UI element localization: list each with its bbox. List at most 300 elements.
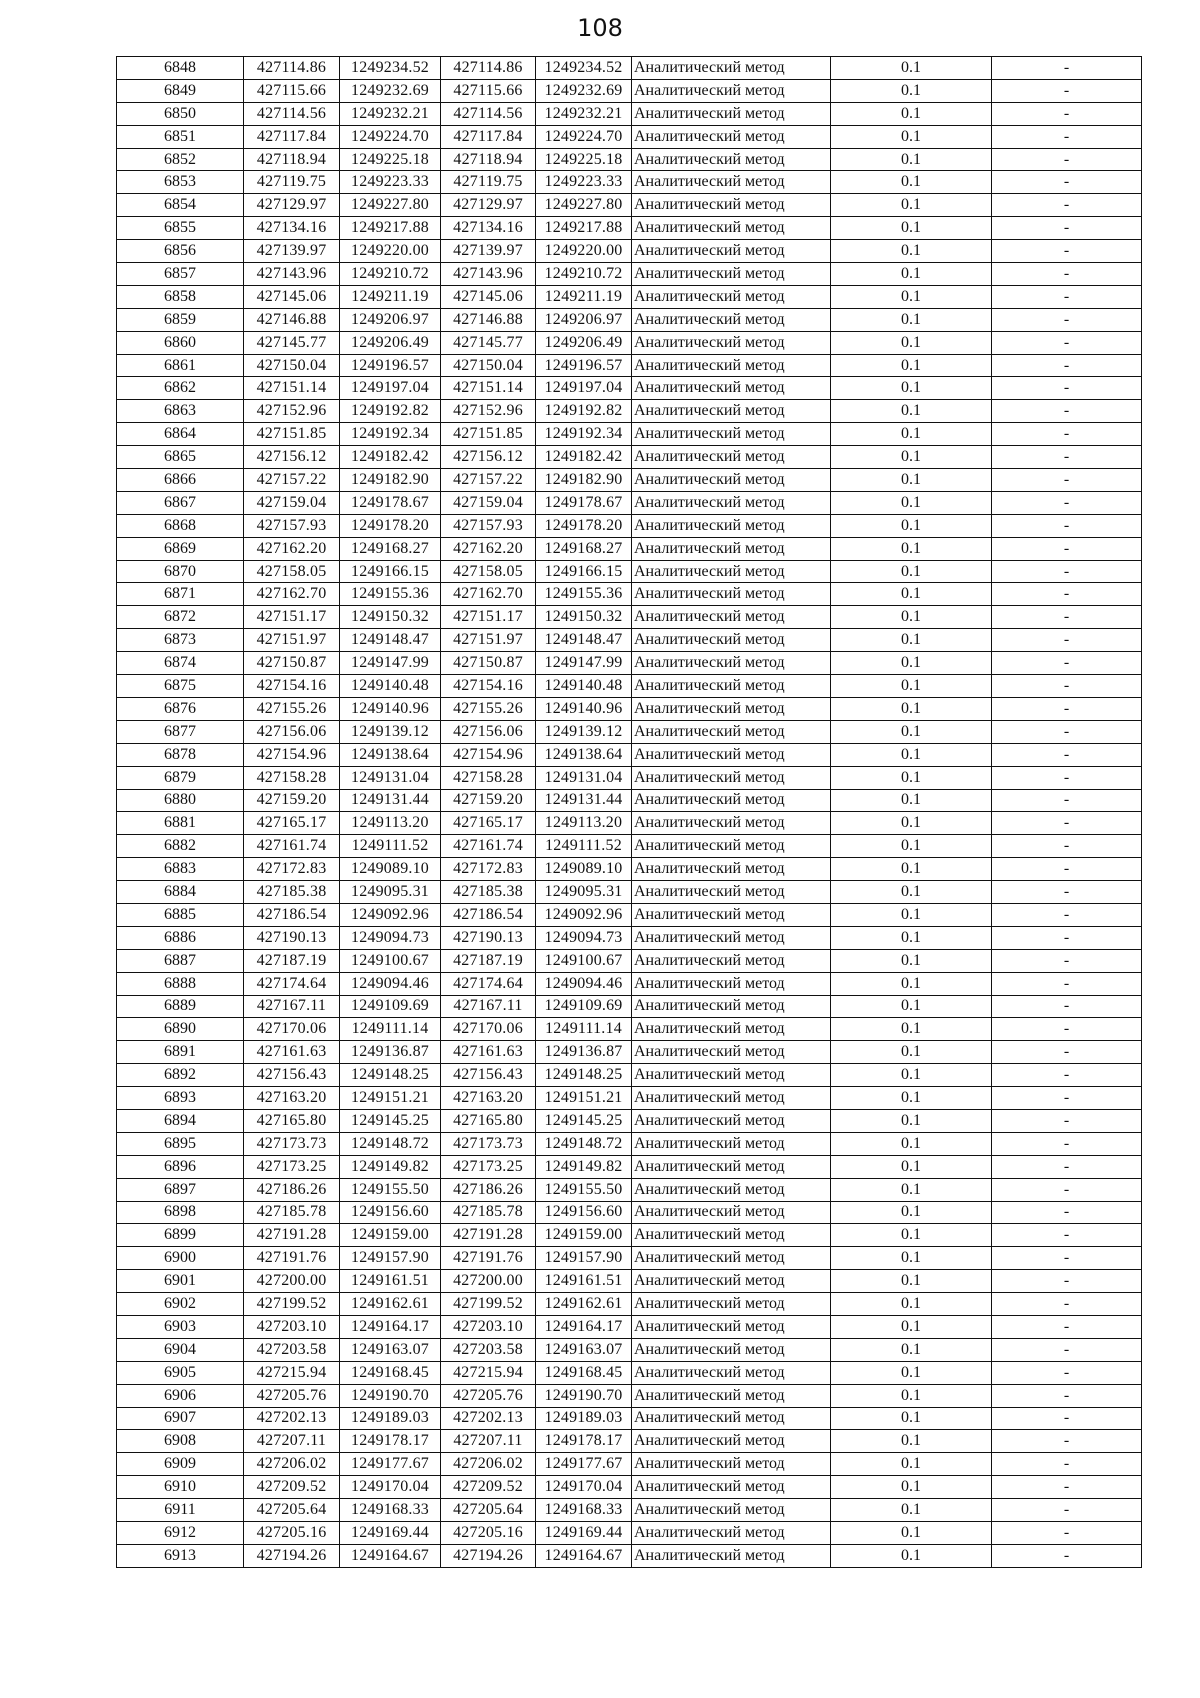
x-coordinate-cell: 427203.10 — [244, 1315, 340, 1338]
y-coordinate-cell: 1249151.21 — [340, 1087, 441, 1110]
y-coordinate-cell: 1249109.69 — [536, 995, 632, 1018]
accuracy-cell: 0.1 — [831, 400, 992, 423]
x-coordinate-cell: 427155.26 — [441, 697, 536, 720]
x-coordinate-cell: 427145.06 — [441, 285, 536, 308]
x-coordinate-cell: 427173.73 — [441, 1132, 536, 1155]
table-row — [117, 1544, 1142, 1567]
table-row — [117, 1224, 1142, 1247]
x-coordinate-cell: 427139.97 — [441, 240, 536, 263]
y-coordinate-cell: 1249113.20 — [340, 812, 441, 835]
accuracy-cell: 0.1 — [831, 1453, 992, 1476]
method-cell: Аналитический метод — [632, 1522, 831, 1545]
x-coordinate-cell: 427191.28 — [441, 1224, 536, 1247]
point-number-cell: 6867 — [117, 491, 244, 514]
y-coordinate-cell: 1249111.14 — [536, 1018, 632, 1041]
point-number-cell: 6891 — [117, 1041, 244, 1064]
x-coordinate-cell: 427215.94 — [244, 1361, 340, 1384]
y-coordinate-cell: 1249168.45 — [536, 1361, 632, 1384]
table-row — [117, 1361, 1142, 1384]
y-coordinate-cell: 1249157.90 — [340, 1247, 441, 1270]
table-row — [117, 102, 1142, 125]
table-row — [117, 1315, 1142, 1338]
note-cell: - — [992, 148, 1142, 171]
point-number-cell: 6903 — [117, 1315, 244, 1338]
accuracy-cell: 0.1 — [831, 1132, 992, 1155]
method-cell: Аналитический метод — [632, 217, 831, 240]
table-row — [117, 1155, 1142, 1178]
point-number-cell: 6878 — [117, 743, 244, 766]
x-coordinate-cell: 427170.06 — [244, 1018, 340, 1041]
y-coordinate-cell: 1249168.33 — [536, 1499, 632, 1522]
y-coordinate-cell: 1249140.96 — [340, 697, 441, 720]
point-number-cell: 6909 — [117, 1453, 244, 1476]
method-cell: Аналитический метод — [632, 1087, 831, 1110]
note-cell: - — [992, 1453, 1142, 1476]
y-coordinate-cell: 1249148.72 — [340, 1132, 441, 1155]
note-cell: - — [992, 1293, 1142, 1316]
x-coordinate-cell: 427194.26 — [244, 1544, 340, 1567]
table-body — [117, 57, 1142, 1568]
y-coordinate-cell: 1249178.20 — [536, 514, 632, 537]
note-cell: - — [992, 858, 1142, 881]
point-number-cell: 6911 — [117, 1499, 244, 1522]
x-coordinate-cell: 427114.56 — [244, 102, 340, 125]
x-coordinate-cell: 427202.13 — [441, 1407, 536, 1430]
x-coordinate-cell: 427162.70 — [244, 583, 340, 606]
method-cell: Аналитический метод — [632, 194, 831, 217]
note-cell: - — [992, 1018, 1142, 1041]
y-coordinate-cell: 1249178.17 — [536, 1430, 632, 1453]
y-coordinate-cell: 1249113.20 — [536, 812, 632, 835]
point-number-cell: 6894 — [117, 1109, 244, 1132]
note-cell: - — [992, 194, 1142, 217]
accuracy-cell: 0.1 — [831, 377, 992, 400]
y-coordinate-cell: 1249157.90 — [536, 1247, 632, 1270]
note-cell: - — [992, 1315, 1142, 1338]
note-cell: - — [992, 972, 1142, 995]
x-coordinate-cell: 427159.04 — [244, 491, 340, 514]
note-cell: - — [992, 514, 1142, 537]
y-coordinate-cell: 1249197.04 — [340, 377, 441, 400]
y-coordinate-cell: 1249220.00 — [536, 240, 632, 263]
note-cell: - — [992, 1087, 1142, 1110]
page-number: 108 — [577, 14, 623, 42]
table-row — [117, 812, 1142, 835]
point-number-cell: 6907 — [117, 1407, 244, 1430]
accuracy-cell: 0.1 — [831, 926, 992, 949]
accuracy-cell: 0.1 — [831, 903, 992, 926]
method-cell: Аналитический метод — [632, 125, 831, 148]
y-coordinate-cell: 1249232.21 — [536, 102, 632, 125]
y-coordinate-cell: 1249131.04 — [340, 766, 441, 789]
point-number-cell: 6899 — [117, 1224, 244, 1247]
x-coordinate-cell: 427191.28 — [244, 1224, 340, 1247]
table-row — [117, 949, 1142, 972]
table-row — [117, 881, 1142, 904]
point-number-cell: 6857 — [117, 263, 244, 286]
y-coordinate-cell: 1249192.82 — [536, 400, 632, 423]
point-number-cell: 6910 — [117, 1476, 244, 1499]
table-row — [117, 125, 1142, 148]
note-cell: - — [992, 1201, 1142, 1224]
table-row — [117, 1430, 1142, 1453]
y-coordinate-cell: 1249182.90 — [536, 469, 632, 492]
accuracy-cell: 0.1 — [831, 125, 992, 148]
table-row — [117, 171, 1142, 194]
point-number-cell: 6855 — [117, 217, 244, 240]
method-cell: Аналитический метод — [632, 995, 831, 1018]
y-coordinate-cell: 1249189.03 — [536, 1407, 632, 1430]
y-coordinate-cell: 1249155.36 — [536, 583, 632, 606]
y-coordinate-cell: 1249095.31 — [340, 881, 441, 904]
point-number-cell: 6888 — [117, 972, 244, 995]
x-coordinate-cell: 427146.88 — [441, 308, 536, 331]
y-coordinate-cell: 1249164.17 — [340, 1315, 441, 1338]
accuracy-cell: 0.1 — [831, 491, 992, 514]
table-row — [117, 354, 1142, 377]
y-coordinate-cell: 1249168.33 — [340, 1499, 441, 1522]
accuracy-cell: 0.1 — [831, 79, 992, 102]
y-coordinate-cell: 1249138.64 — [536, 743, 632, 766]
y-coordinate-cell: 1249136.87 — [536, 1041, 632, 1064]
table-row — [117, 1499, 1142, 1522]
point-number-cell: 6898 — [117, 1201, 244, 1224]
method-cell: Аналитический метод — [632, 1476, 831, 1499]
note-cell: - — [992, 102, 1142, 125]
y-coordinate-cell: 1249223.33 — [340, 171, 441, 194]
x-coordinate-cell: 427156.12 — [244, 446, 340, 469]
x-coordinate-cell: 427157.22 — [441, 469, 536, 492]
accuracy-cell: 0.1 — [831, 469, 992, 492]
x-coordinate-cell: 427165.80 — [244, 1109, 340, 1132]
x-coordinate-cell: 427151.14 — [441, 377, 536, 400]
y-coordinate-cell: 1249211.19 — [536, 285, 632, 308]
accuracy-cell: 0.1 — [831, 1064, 992, 1087]
method-cell: Аналитический метод — [632, 240, 831, 263]
point-number-cell: 6862 — [117, 377, 244, 400]
note-cell: - — [992, 308, 1142, 331]
y-coordinate-cell: 1249227.80 — [340, 194, 441, 217]
x-coordinate-cell: 427161.63 — [441, 1041, 536, 1064]
table-row — [117, 1522, 1142, 1545]
table-row — [117, 1041, 1142, 1064]
table-row — [117, 789, 1142, 812]
accuracy-cell: 0.1 — [831, 766, 992, 789]
method-cell: Аналитический метод — [632, 1109, 831, 1132]
table-row — [117, 1476, 1142, 1499]
y-coordinate-cell: 1249163.07 — [536, 1338, 632, 1361]
accuracy-cell: 0.1 — [831, 1544, 992, 1567]
note-cell: - — [992, 285, 1142, 308]
point-number-cell: 6868 — [117, 514, 244, 537]
accuracy-cell: 0.1 — [831, 1407, 992, 1430]
note-cell: - — [992, 583, 1142, 606]
x-coordinate-cell: 427185.38 — [244, 881, 340, 904]
y-coordinate-cell: 1249225.18 — [340, 148, 441, 171]
table-row — [117, 1201, 1142, 1224]
x-coordinate-cell: 427159.20 — [441, 789, 536, 812]
y-coordinate-cell: 1249111.52 — [340, 835, 441, 858]
method-cell: Аналитический метод — [632, 1315, 831, 1338]
method-cell: Аналитический метод — [632, 949, 831, 972]
note-cell: - — [992, 354, 1142, 377]
accuracy-cell: 0.1 — [831, 1155, 992, 1178]
table-row — [117, 1109, 1142, 1132]
point-number-cell: 6875 — [117, 675, 244, 698]
x-coordinate-cell: 427191.76 — [244, 1247, 340, 1270]
table-row — [117, 560, 1142, 583]
method-cell: Аналитический метод — [632, 469, 831, 492]
x-coordinate-cell: 427119.75 — [441, 171, 536, 194]
accuracy-cell: 0.1 — [831, 560, 992, 583]
point-number-cell: 6889 — [117, 995, 244, 1018]
x-coordinate-cell: 427146.88 — [244, 308, 340, 331]
y-coordinate-cell: 1249162.61 — [536, 1293, 632, 1316]
x-coordinate-cell: 427163.20 — [441, 1087, 536, 1110]
y-coordinate-cell: 1249224.70 — [340, 125, 441, 148]
x-coordinate-cell: 427139.97 — [244, 240, 340, 263]
accuracy-cell: 0.1 — [831, 148, 992, 171]
point-number-cell: 6852 — [117, 148, 244, 171]
accuracy-cell: 0.1 — [831, 743, 992, 766]
point-number-cell: 6853 — [117, 171, 244, 194]
note-cell: - — [992, 652, 1142, 675]
note-cell: - — [992, 560, 1142, 583]
table-row — [117, 377, 1142, 400]
x-coordinate-cell: 427203.58 — [441, 1338, 536, 1361]
method-cell: Аналитический метод — [632, 903, 831, 926]
y-coordinate-cell: 1249094.73 — [340, 926, 441, 949]
table-row — [117, 835, 1142, 858]
y-coordinate-cell: 1249161.51 — [536, 1270, 632, 1293]
note-cell: - — [992, 1361, 1142, 1384]
y-coordinate-cell: 1249232.69 — [340, 79, 441, 102]
note-cell: - — [992, 675, 1142, 698]
y-coordinate-cell: 1249139.12 — [340, 720, 441, 743]
y-coordinate-cell: 1249094.46 — [340, 972, 441, 995]
accuracy-cell: 0.1 — [831, 1270, 992, 1293]
table-row — [117, 148, 1142, 171]
accuracy-cell: 0.1 — [831, 1476, 992, 1499]
x-coordinate-cell: 427172.83 — [441, 858, 536, 881]
x-coordinate-cell: 427151.97 — [244, 629, 340, 652]
x-coordinate-cell: 427158.05 — [244, 560, 340, 583]
accuracy-cell: 0.1 — [831, 675, 992, 698]
y-coordinate-cell: 1249089.10 — [340, 858, 441, 881]
accuracy-cell: 0.1 — [831, 102, 992, 125]
y-coordinate-cell: 1249159.00 — [340, 1224, 441, 1247]
method-cell: Аналитический метод — [632, 789, 831, 812]
x-coordinate-cell: 427162.70 — [441, 583, 536, 606]
note-cell: - — [992, 720, 1142, 743]
method-cell: Аналитический метод — [632, 1132, 831, 1155]
method-cell: Аналитический метод — [632, 1041, 831, 1064]
note-cell: - — [992, 812, 1142, 835]
table-row — [117, 1338, 1142, 1361]
accuracy-cell: 0.1 — [831, 308, 992, 331]
x-coordinate-cell: 427151.17 — [441, 606, 536, 629]
accuracy-cell: 0.1 — [831, 285, 992, 308]
accuracy-cell: 0.1 — [831, 354, 992, 377]
y-coordinate-cell: 1249111.14 — [340, 1018, 441, 1041]
y-coordinate-cell: 1249148.72 — [536, 1132, 632, 1155]
x-coordinate-cell: 427158.28 — [441, 766, 536, 789]
point-number-cell: 6904 — [117, 1338, 244, 1361]
x-coordinate-cell: 427152.96 — [441, 400, 536, 423]
point-number-cell: 6901 — [117, 1270, 244, 1293]
y-coordinate-cell: 1249138.64 — [340, 743, 441, 766]
table-row — [117, 263, 1142, 286]
x-coordinate-cell: 427174.64 — [244, 972, 340, 995]
point-number-cell: 6879 — [117, 766, 244, 789]
y-coordinate-cell: 1249148.47 — [340, 629, 441, 652]
x-coordinate-cell: 427145.77 — [441, 331, 536, 354]
point-number-cell: 6866 — [117, 469, 244, 492]
note-cell: - — [992, 881, 1142, 904]
x-coordinate-cell: 427117.84 — [441, 125, 536, 148]
y-coordinate-cell: 1249182.42 — [340, 446, 441, 469]
method-cell: Аналитический метод — [632, 1430, 831, 1453]
x-coordinate-cell: 427165.80 — [441, 1109, 536, 1132]
x-coordinate-cell: 427167.11 — [441, 995, 536, 1018]
method-cell: Аналитический метод — [632, 652, 831, 675]
method-cell: Аналитический метод — [632, 583, 831, 606]
method-cell: Аналитический метод — [632, 148, 831, 171]
point-number-cell: 6886 — [117, 926, 244, 949]
table-row — [117, 537, 1142, 560]
x-coordinate-cell: 427150.87 — [441, 652, 536, 675]
table-row — [117, 652, 1142, 675]
x-coordinate-cell: 427205.64 — [244, 1499, 340, 1522]
y-coordinate-cell: 1249131.44 — [536, 789, 632, 812]
y-coordinate-cell: 1249094.46 — [536, 972, 632, 995]
accuracy-cell: 0.1 — [831, 583, 992, 606]
y-coordinate-cell: 1249223.33 — [536, 171, 632, 194]
note-cell: - — [992, 1109, 1142, 1132]
x-coordinate-cell: 427134.16 — [441, 217, 536, 240]
y-coordinate-cell: 1249178.67 — [340, 491, 441, 514]
accuracy-cell: 0.1 — [831, 652, 992, 675]
x-coordinate-cell: 427173.73 — [244, 1132, 340, 1155]
x-coordinate-cell: 427186.54 — [244, 903, 340, 926]
note-cell: - — [992, 79, 1142, 102]
note-cell: - — [992, 217, 1142, 240]
accuracy-cell: 0.1 — [831, 1201, 992, 1224]
note-cell: - — [992, 926, 1142, 949]
x-coordinate-cell: 427152.96 — [244, 400, 340, 423]
table-row — [117, 995, 1142, 1018]
method-cell: Аналитический метод — [632, 1453, 831, 1476]
point-number-cell: 6860 — [117, 331, 244, 354]
point-number-cell: 6908 — [117, 1430, 244, 1453]
method-cell: Аналитический метод — [632, 766, 831, 789]
note-cell: - — [992, 446, 1142, 469]
y-coordinate-cell: 1249178.67 — [536, 491, 632, 514]
method-cell: Аналитический метод — [632, 400, 831, 423]
y-coordinate-cell: 1249156.60 — [340, 1201, 441, 1224]
x-coordinate-cell: 427173.25 — [244, 1155, 340, 1178]
method-cell: Аналитический метод — [632, 1338, 831, 1361]
x-coordinate-cell: 427173.25 — [441, 1155, 536, 1178]
point-number-cell: 6850 — [117, 102, 244, 125]
y-coordinate-cell: 1249189.03 — [340, 1407, 441, 1430]
y-coordinate-cell: 1249145.25 — [340, 1109, 441, 1132]
y-coordinate-cell: 1249150.32 — [536, 606, 632, 629]
method-cell: Аналитический метод — [632, 675, 831, 698]
x-coordinate-cell: 427158.05 — [441, 560, 536, 583]
x-coordinate-cell: 427154.96 — [441, 743, 536, 766]
accuracy-cell: 0.1 — [831, 606, 992, 629]
accuracy-cell: 0.1 — [831, 446, 992, 469]
y-coordinate-cell: 1249164.67 — [536, 1544, 632, 1567]
y-coordinate-cell: 1249169.44 — [536, 1522, 632, 1545]
x-coordinate-cell: 427203.10 — [441, 1315, 536, 1338]
y-coordinate-cell: 1249182.90 — [340, 469, 441, 492]
table-row — [117, 1064, 1142, 1087]
table-row — [117, 697, 1142, 720]
y-coordinate-cell: 1249210.72 — [340, 263, 441, 286]
y-coordinate-cell: 1249149.82 — [536, 1155, 632, 1178]
x-coordinate-cell: 427118.94 — [441, 148, 536, 171]
accuracy-cell: 0.1 — [831, 995, 992, 1018]
x-coordinate-cell: 427143.96 — [441, 263, 536, 286]
accuracy-cell: 0.1 — [831, 1315, 992, 1338]
y-coordinate-cell: 1249163.07 — [340, 1338, 441, 1361]
point-number-cell: 6893 — [117, 1087, 244, 1110]
accuracy-cell: 0.1 — [831, 972, 992, 995]
x-coordinate-cell: 427150.04 — [441, 354, 536, 377]
method-cell: Аналитический метод — [632, 1499, 831, 1522]
x-coordinate-cell: 427143.96 — [244, 263, 340, 286]
table-row — [117, 79, 1142, 102]
y-coordinate-cell: 1249155.36 — [340, 583, 441, 606]
x-coordinate-cell: 427119.75 — [244, 171, 340, 194]
y-coordinate-cell: 1249166.15 — [536, 560, 632, 583]
table-row — [117, 766, 1142, 789]
x-coordinate-cell: 427209.52 — [441, 1476, 536, 1499]
x-coordinate-cell: 427203.58 — [244, 1338, 340, 1361]
y-coordinate-cell: 1249232.21 — [340, 102, 441, 125]
note-cell: - — [992, 1499, 1142, 1522]
y-coordinate-cell: 1249139.12 — [536, 720, 632, 743]
note-cell: - — [992, 1384, 1142, 1407]
note-cell: - — [992, 629, 1142, 652]
table-row — [117, 491, 1142, 514]
table-row — [117, 629, 1142, 652]
note-cell: - — [992, 1178, 1142, 1201]
x-coordinate-cell: 427185.78 — [441, 1201, 536, 1224]
accuracy-cell: 0.1 — [831, 629, 992, 652]
accuracy-cell: 0.1 — [831, 514, 992, 537]
note-cell: - — [992, 240, 1142, 263]
accuracy-cell: 0.1 — [831, 1293, 992, 1316]
coordinates-table — [116, 56, 1142, 1568]
table-row — [117, 514, 1142, 537]
point-number-cell: 6871 — [117, 583, 244, 606]
y-coordinate-cell: 1249140.48 — [340, 675, 441, 698]
note-cell: - — [992, 743, 1142, 766]
note-cell: - — [992, 1407, 1142, 1430]
point-number-cell: 6849 — [117, 79, 244, 102]
y-coordinate-cell: 1249094.73 — [536, 926, 632, 949]
x-coordinate-cell: 427207.11 — [244, 1430, 340, 1453]
point-number-cell: 6864 — [117, 423, 244, 446]
x-coordinate-cell: 427156.06 — [441, 720, 536, 743]
note-cell: - — [992, 331, 1142, 354]
method-cell: Аналитический метод — [632, 1064, 831, 1087]
y-coordinate-cell: 1249206.97 — [340, 308, 441, 331]
method-cell: Аналитический метод — [632, 743, 831, 766]
